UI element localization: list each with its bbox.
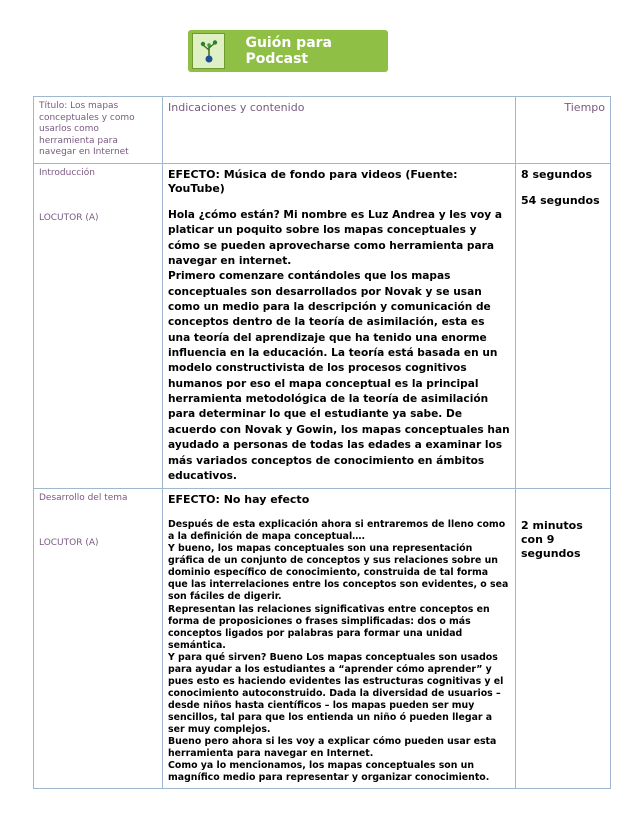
section-cell [34, 164, 163, 489]
speaker-label: LOCUTOR (A) [39, 212, 99, 223]
page-title: Guión para Podcast [245, 35, 332, 67]
time-cell [516, 164, 611, 489]
section-label: Introducción [39, 168, 95, 178]
content-duration: 54 segundos [521, 194, 600, 207]
section-label: Desarrollo del tema [39, 493, 128, 504]
effect-line: EFECTO: No hay efecto [168, 493, 310, 507]
effect-duration: 8 segundos [521, 168, 593, 181]
time-header-cell [516, 97, 611, 164]
podcast-banner [188, 30, 388, 72]
section-cell [34, 489, 163, 789]
indications-header-cell [163, 97, 516, 164]
podcast-script-table [33, 96, 611, 789]
content-cell [163, 489, 516, 789]
content-duration: 2 minutos con 9 segundos [521, 519, 583, 561]
content-cell [163, 164, 516, 489]
time-header: Tiempo [564, 101, 605, 114]
script-text: Después de esta explicación ahora si entraremos de lleno como a la definición de mapa conceptual…. Y bueno, los mapas conceptuales son una representación gráfica de un conjunto de conceptos y sus relaciones sobre un dominio específico de conocimiento, construida de tal forma que las interrelaciones entre los conceptos son evidentes, o sea son fáciles de digerir. Representan las relaciones significativas entre conceptos en forma de proposiciones o frases simplificadas: dos o más conceptos ligados por palabras para formar una unidad semántica. Y para qué sirven? Bueno Los mapas conceptuales son usados para ayudar a los estudiantes a “aprender cómo aprender” y pues esto es haciendo evidentes las estructuras cognitivas y el conocimiento autoconstruido. Dada la diversidad de usuarios – desde niños hasta científicos – los mapas pueden ser muy sencillos, tal para que los entienda un niño ó pueden llegar a ser muy complejos. Bueno pero ahora si les voy a explicar cómo pueden usar esta herramienta para navegar en Internet. Como ya lo mencionamos, los mapas conceptuales son un magnífico medio para representar y organizar conocimiento. [168, 519, 509, 784]
table-header-row [34, 97, 611, 164]
script-text: Hola ¿cómo están? Mi nombre es Luz Andrea y les voy a platicar un poquito sobre los mapas conceptuales y cómo se pueden aprovecharse como herramienta para navegar en internet. Primero comenzare contándoles que los mapas conceptuales son desarrollados por Novak y se usan como un medio para la descripción y comunicación de conceptos dentro de la teoría de asimilación, esta es una teoría del aprendizaje que ha tenido una enorme influencia en la educación. La teoría está basada en un modelo constructivista de los procesos cognitivos humanos por eso el mapa conceptual es la principal herramienta metodológica de la teoría de asimilación para determinar lo que el estudiante ya sabe. De acuerdo con Novak y Gowin, los mapas conceptuales han ayudado a personas de todas las edades a examinar los más variados conceptos de conocimiento en ámbitos educativos. [168, 209, 510, 482]
effect-line: EFECTO: Música de fondo para videos (Fuente: YouTube) [168, 168, 458, 195]
indications-header: Indicaciones y contenido [168, 101, 305, 114]
table-row [34, 489, 611, 789]
speaker-label: LOCUTOR (A) [39, 537, 99, 548]
time-cell [516, 489, 611, 789]
table-row [34, 164, 611, 489]
script-title: Título: Los mapas conceptuales y como usarlos como herramienta para navegar en Internet [39, 101, 135, 157]
title-header-cell [34, 97, 163, 164]
podcast-plant-microphone-icon [192, 33, 225, 69]
